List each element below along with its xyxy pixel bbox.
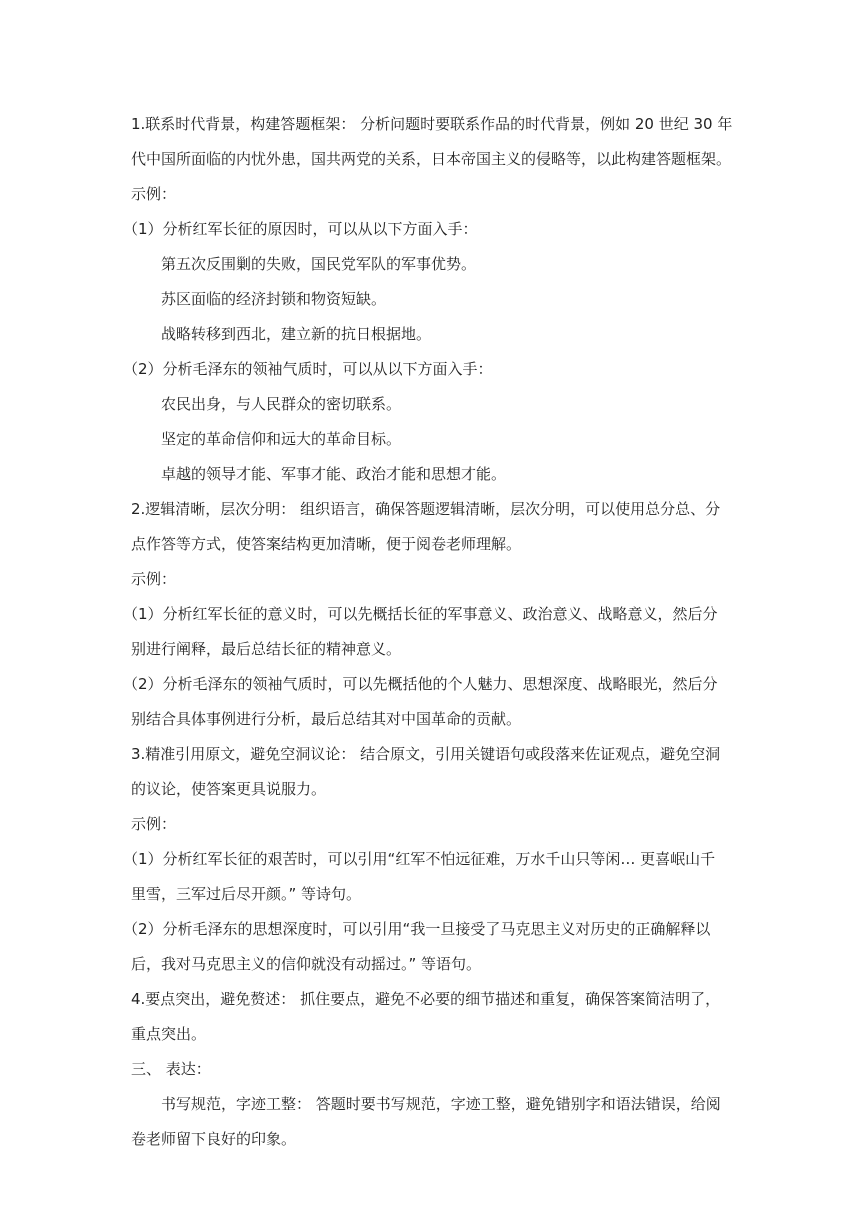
- example-item: （2）分析毛泽东的领袖气质时，可以从以下方面入手：: [123, 360, 493, 378]
- document-body: [123, 107, 733, 1157]
- example-label: 示例：: [131, 570, 177, 588]
- section-3-text: 的议论，使答案更具说服力。: [131, 780, 327, 798]
- section-1-text: 代中国所面临的内忧外患，国共两党的关系，日本帝国主义的侵略等，以此构建答题框架。: [131, 150, 732, 168]
- example-item: （2）分析毛泽东的领袖气质时，可以先概括他的个人魅力、思想深度、战略眼光，然后分: [123, 675, 718, 693]
- example-item: （1）分析红军长征的原因时，可以从以下方面入手：: [123, 220, 478, 238]
- bullet-text: 苏区面临的经济封锁和物资短缺。: [161, 290, 387, 308]
- section-2-heading: 2.逻辑清晰，层次分明： 组织语言，确保答题逻辑清晰，层次分明，可以使用总分总、分: [131, 500, 721, 518]
- bullet-text: 第五次反围剿的失败，国民党军队的军事优势。: [161, 255, 477, 273]
- section-4-heading: 4.要点突出，避免赘述： 抓住要点，避免不必要的细节描述和重复，确保答案简洁明了，: [131, 990, 721, 1008]
- example-label: 示例：: [131, 185, 177, 203]
- bullet-text: 坚定的革命信仰和远大的革命目标。: [161, 430, 402, 448]
- expression-text-continued: 卷老师留下良好的印象。: [131, 1130, 297, 1148]
- example-item: （2）分析毛泽东的思想深度时，可以引用“我一旦接受了马克思主义对历史的正确解释以: [123, 920, 711, 938]
- example-item-continued: 里雪，三军过后尽开颜。” 等诗句。: [131, 885, 362, 903]
- example-item: （1）分析红军长征的意义时，可以先概括长征的军事意义、政治意义、战略意义，然后分: [123, 605, 718, 623]
- bullet-text: 战略转移到西北，建立新的抗日根据地。: [161, 325, 432, 343]
- expression-text: 书写规范，字迹工整： 答题时要书写规范，字迹工整，避免错别字和语法错误，给阅: [161, 1095, 721, 1113]
- part-three-heading: 三、 表达：: [131, 1060, 211, 1078]
- example-item-continued: 后，我对马克思主义的信仰就没有动摇过。” 等语句。: [131, 955, 482, 973]
- example-item-continued: 别进行阐释，最后总结长征的精神意义。: [131, 640, 402, 658]
- bullet-text: 卓越的领导才能、军事才能、政治才能和思想才能。: [161, 465, 507, 483]
- example-item-continued: 别结合具体事例进行分析，最后总结其对中国革命的贡献。: [131, 710, 522, 728]
- example-item: （1）分析红军长征的艰苦时，可以引用“红军不怕远征难，万水千山只等闲… 更喜岷山千: [123, 850, 716, 868]
- bullet-text: 农民出身，与人民群众的密切联系。: [161, 395, 402, 413]
- section-1-heading: 1.联系时代背景，构建答题框架： 分析问题时要联系作品的时代背景，例如 20 世纪 30 年: [131, 115, 733, 133]
- section-3-heading: 3.精准引用原文，避免空洞议论： 结合原文，引用关键语句或段落来佐证观点，避免空洞: [131, 745, 721, 763]
- section-2-text: 点作答等方式，使答案结构更加清晰，便于阅卷老师理解。: [131, 535, 522, 553]
- section-4-text: 重点突出。: [131, 1025, 207, 1043]
- example-label: 示例：: [131, 815, 177, 833]
